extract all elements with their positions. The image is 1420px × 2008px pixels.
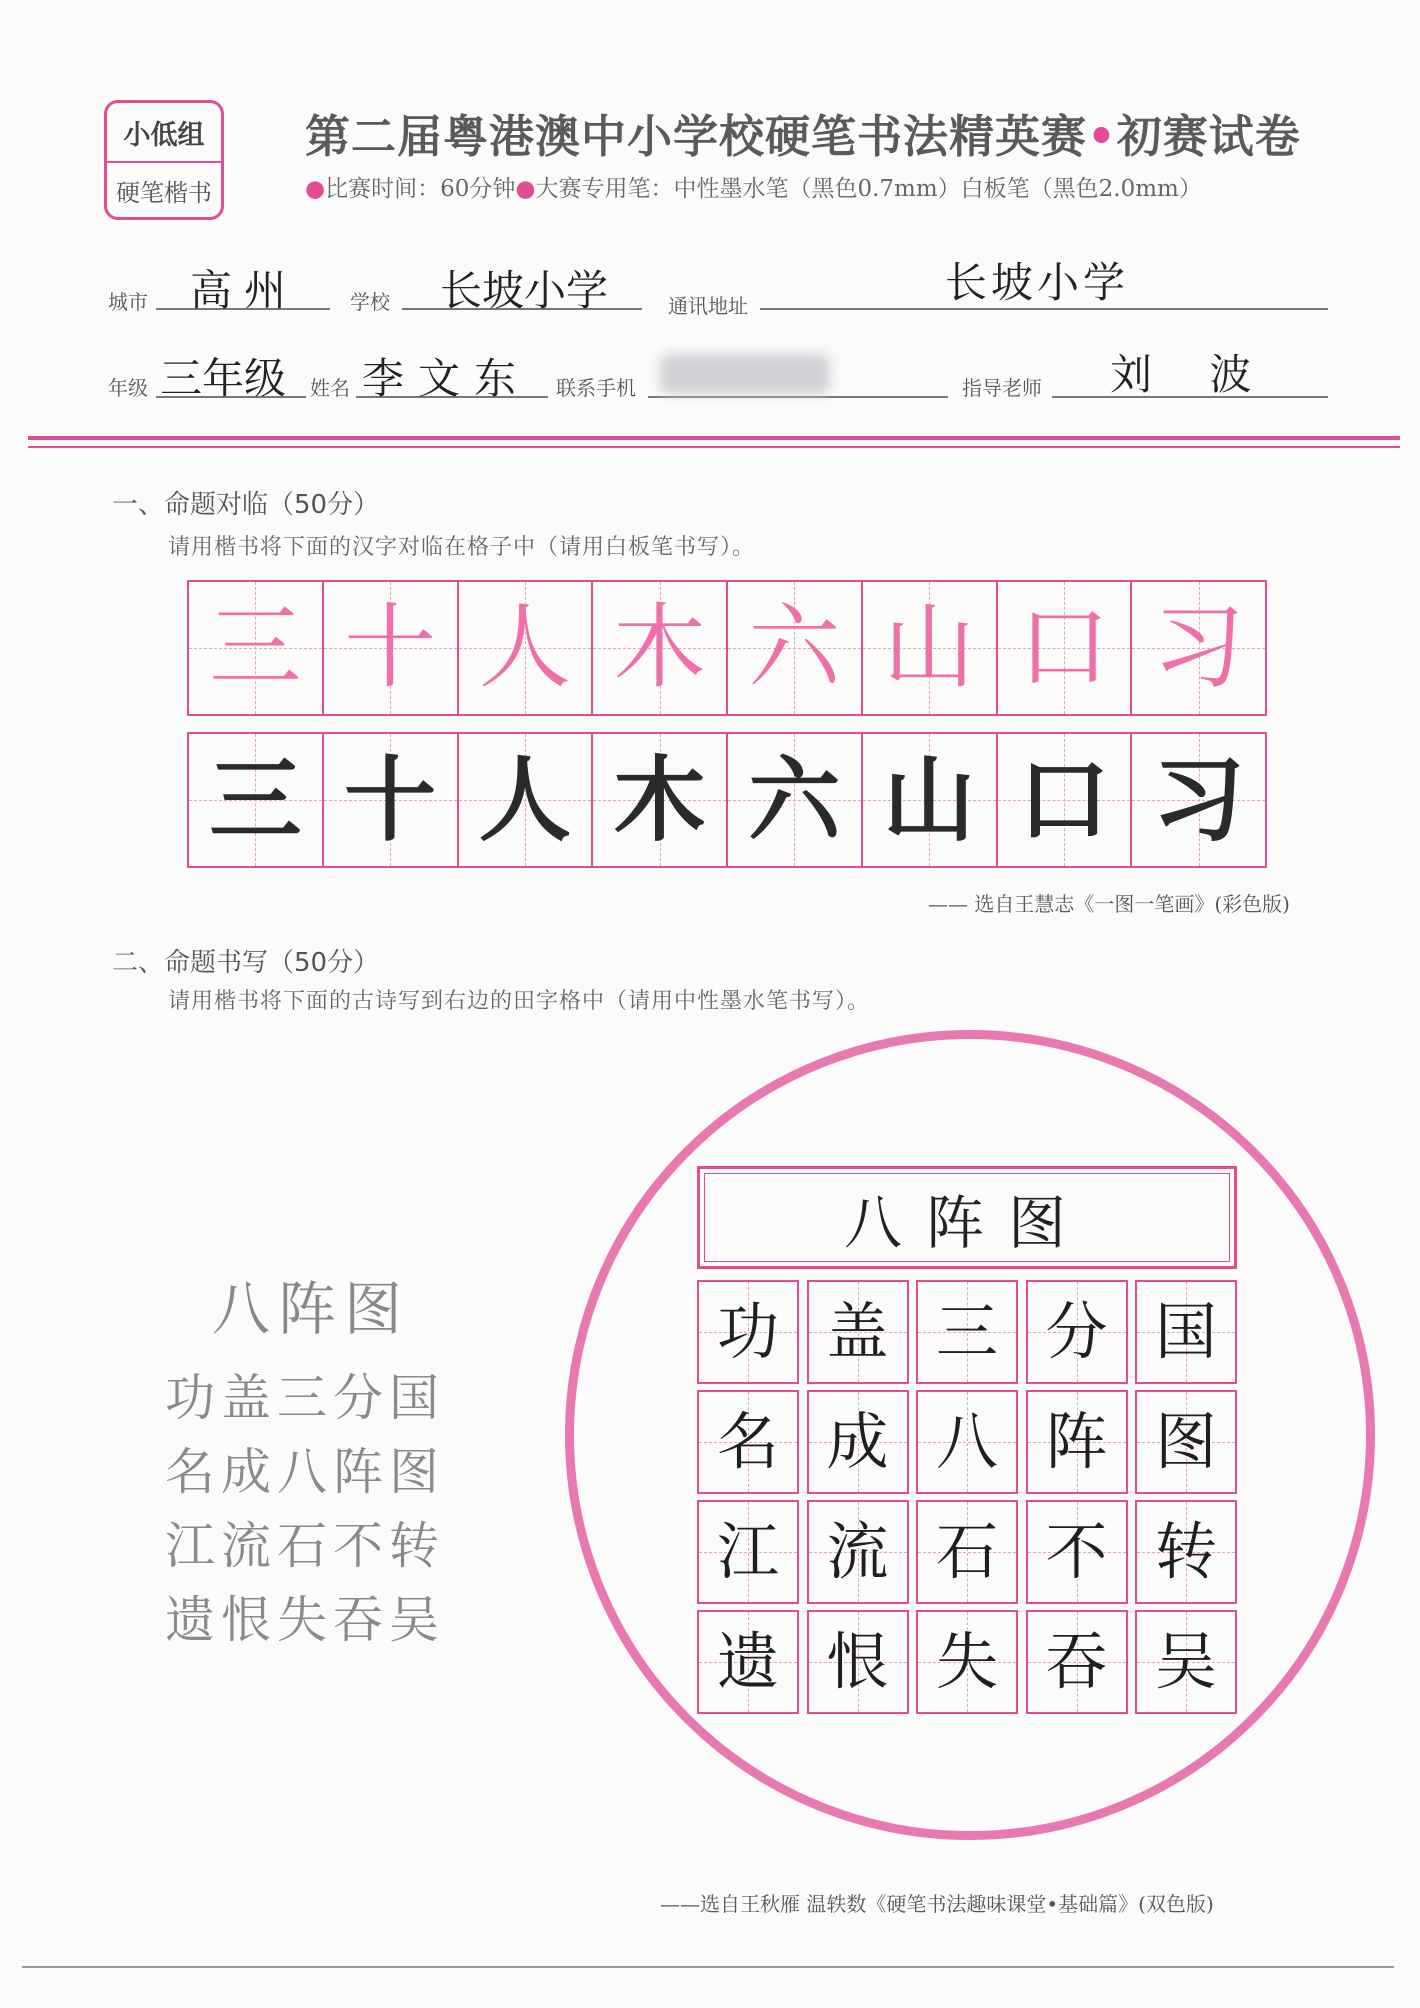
teacher-value[interactable]: 刘 波	[1110, 350, 1274, 399]
phone-line	[648, 396, 948, 398]
name-value[interactable]: 李文东	[362, 354, 531, 403]
poem-line: 名成八阵图	[165, 1443, 445, 1501]
written-char: 恨	[826, 1625, 889, 1698]
written-title-box	[697, 1166, 1237, 1269]
written-char: 三	[209, 746, 302, 854]
written-char: 吞	[1045, 1625, 1108, 1698]
tianzige-cell[interactable]	[697, 1500, 799, 1604]
phone-label: 联系手机	[556, 376, 636, 400]
section2-heading: 二、命题书写（50分）	[112, 948, 380, 978]
written-char: 国	[1154, 1295, 1217, 1368]
grid-cell[interactable]	[591, 734, 726, 866]
tianzige-row	[697, 1280, 1237, 1384]
section1-instruction: 请用楷书将下面的汉字对临在格子中（请用白板笔书写）。	[168, 535, 756, 560]
poem-title: 八阵图	[212, 1275, 411, 1343]
written-char: 转	[1154, 1515, 1217, 1588]
tianzige-cell[interactable]	[1026, 1390, 1128, 1494]
tianzige-cell[interactable]	[697, 1390, 799, 1494]
written-char: 分	[1045, 1295, 1108, 1368]
written-char: 名	[716, 1405, 779, 1478]
tianzige-cell[interactable]	[807, 1610, 909, 1714]
written-char: 习	[1152, 746, 1245, 854]
grid-cell[interactable]	[726, 734, 861, 866]
grid-cell	[189, 582, 322, 714]
tianzige-cell[interactable]	[1026, 1610, 1128, 1714]
section-divider	[28, 436, 1400, 440]
written-char-grid	[187, 732, 1267, 868]
written-char: 盖	[826, 1295, 889, 1368]
tianzige-cell[interactable]	[1026, 1500, 1128, 1604]
written-char: 流	[826, 1515, 889, 1588]
tianzige-cell[interactable]	[697, 1610, 799, 1714]
written-char: 口	[1017, 746, 1110, 854]
written-char: 吴	[1154, 1625, 1217, 1698]
school-label: 学校	[350, 290, 390, 314]
written-char: 三	[935, 1295, 998, 1368]
school-value[interactable]: 长坡小学	[440, 266, 609, 315]
written-char: 成	[826, 1405, 889, 1478]
written-char: 六	[748, 746, 841, 854]
address-value[interactable]: 长坡小学	[945, 258, 1130, 307]
grid-cell[interactable]	[861, 734, 996, 866]
bullet-icon: ●	[515, 176, 536, 202]
section2-credit: ——选自王秋雁 温轶数《硬笔书法趣味课堂•基础篇》(双色版)	[660, 1892, 1214, 1916]
poem-line: 功盖三分国	[165, 1369, 445, 1427]
tianzige-cell[interactable]	[807, 1500, 909, 1604]
grid-cell[interactable]	[322, 734, 457, 866]
model-char: 人	[478, 594, 571, 701]
grid-cell[interactable]	[457, 734, 592, 866]
written-char: 人	[478, 746, 571, 854]
grid-cell	[996, 582, 1131, 714]
grid-cell	[322, 582, 457, 714]
grid-cell[interactable]	[1130, 734, 1265, 866]
tianzige-cell[interactable]	[697, 1280, 799, 1384]
grade-label: 年级	[108, 376, 148, 400]
tianzige-cell[interactable]	[807, 1390, 909, 1494]
tianzige-cell[interactable]	[916, 1280, 1018, 1384]
model-char: 口	[1017, 594, 1110, 701]
model-char: 六	[748, 594, 841, 701]
teacher-label: 指导老师	[962, 376, 1042, 400]
written-char: 木	[613, 746, 706, 854]
tianzige-cell[interactable]	[916, 1390, 1018, 1494]
model-char: 习	[1152, 594, 1245, 701]
written-title[interactable]: 八阵图	[704, 1173, 1230, 1262]
written-char: 山	[883, 746, 976, 854]
title-dot: •	[1087, 110, 1117, 163]
poem-line: 江流石不转	[165, 1517, 445, 1575]
model-char: 十	[344, 594, 437, 701]
written-char: 阵	[1045, 1405, 1108, 1478]
tianzige-cell[interactable]	[1135, 1610, 1237, 1714]
bullet-icon: ●	[305, 176, 326, 202]
tianzige-cell[interactable]	[807, 1280, 909, 1384]
grid-cell	[591, 582, 726, 714]
written-char: 十	[344, 746, 437, 854]
tianzige-row	[697, 1610, 1237, 1714]
written-char: 江	[716, 1515, 779, 1588]
city-value[interactable]: 高州	[190, 266, 299, 315]
model-char: 三	[209, 594, 302, 701]
written-char: 失	[935, 1625, 998, 1698]
grid-cell	[861, 582, 996, 714]
written-char: 遗	[716, 1625, 779, 1698]
exam-info	[305, 170, 1202, 203]
written-char: 图	[1154, 1405, 1217, 1478]
grid-cell[interactable]	[189, 734, 322, 866]
tianzige-cell[interactable]	[1026, 1280, 1128, 1384]
tianzige-cell[interactable]	[916, 1500, 1018, 1604]
redacted-phone	[660, 354, 830, 394]
section1-credit: —— 选自王慧志《一图一笔画》(彩色版)	[928, 892, 1290, 916]
address-label: 通讯地址	[668, 294, 748, 318]
tianzige-cell[interactable]	[1135, 1390, 1237, 1494]
grid-cell	[726, 582, 861, 714]
bottom-divider	[22, 1966, 1394, 1968]
group-stamp	[104, 100, 224, 220]
section2-instruction: 请用楷书将下面的古诗写到右边的田字格中（请用中性墨水笔书写）。	[168, 989, 871, 1014]
poem-line: 遗恨失吞吴	[165, 1591, 445, 1649]
tianzige-row	[697, 1390, 1237, 1494]
grid-cell	[457, 582, 592, 714]
written-char: 功	[716, 1295, 779, 1368]
tianzige-cell[interactable]	[1135, 1500, 1237, 1604]
written-char: 石	[935, 1515, 998, 1588]
section1-heading: 一、命题对临（50分）	[112, 490, 380, 520]
grid-cell	[1130, 582, 1265, 714]
exam-time: 比赛时间：60分钟	[325, 176, 516, 202]
stamp-category: 硬笔楷书	[116, 178, 212, 207]
grade-value[interactable]: 三年级	[160, 354, 287, 403]
model-char: 山	[883, 594, 976, 701]
page-title	[305, 100, 1301, 165]
tianzige-cell[interactable]	[916, 1610, 1018, 1714]
model-char: 木	[613, 594, 706, 701]
exam-pens: 大赛专用笔：中性墨水笔（黑色0.7mm）白板笔（黑色2.0mm）	[535, 176, 1202, 202]
written-char: 不	[1045, 1515, 1108, 1588]
tianzige-row	[697, 1500, 1237, 1604]
title-main: 第二届粤港澳中小学校硬笔书法精英赛	[305, 110, 1088, 163]
grid-cell[interactable]	[996, 734, 1131, 866]
model-char-grid	[187, 580, 1267, 716]
written-char: 八	[935, 1405, 998, 1478]
stamp-group: 小低组	[107, 103, 221, 163]
name-label: 姓名	[310, 376, 350, 400]
tianzige-cell[interactable]	[1135, 1280, 1237, 1384]
title-sub: 初赛试卷	[1116, 110, 1301, 163]
section-divider-thin	[28, 446, 1400, 448]
city-label: 城市	[108, 290, 148, 314]
